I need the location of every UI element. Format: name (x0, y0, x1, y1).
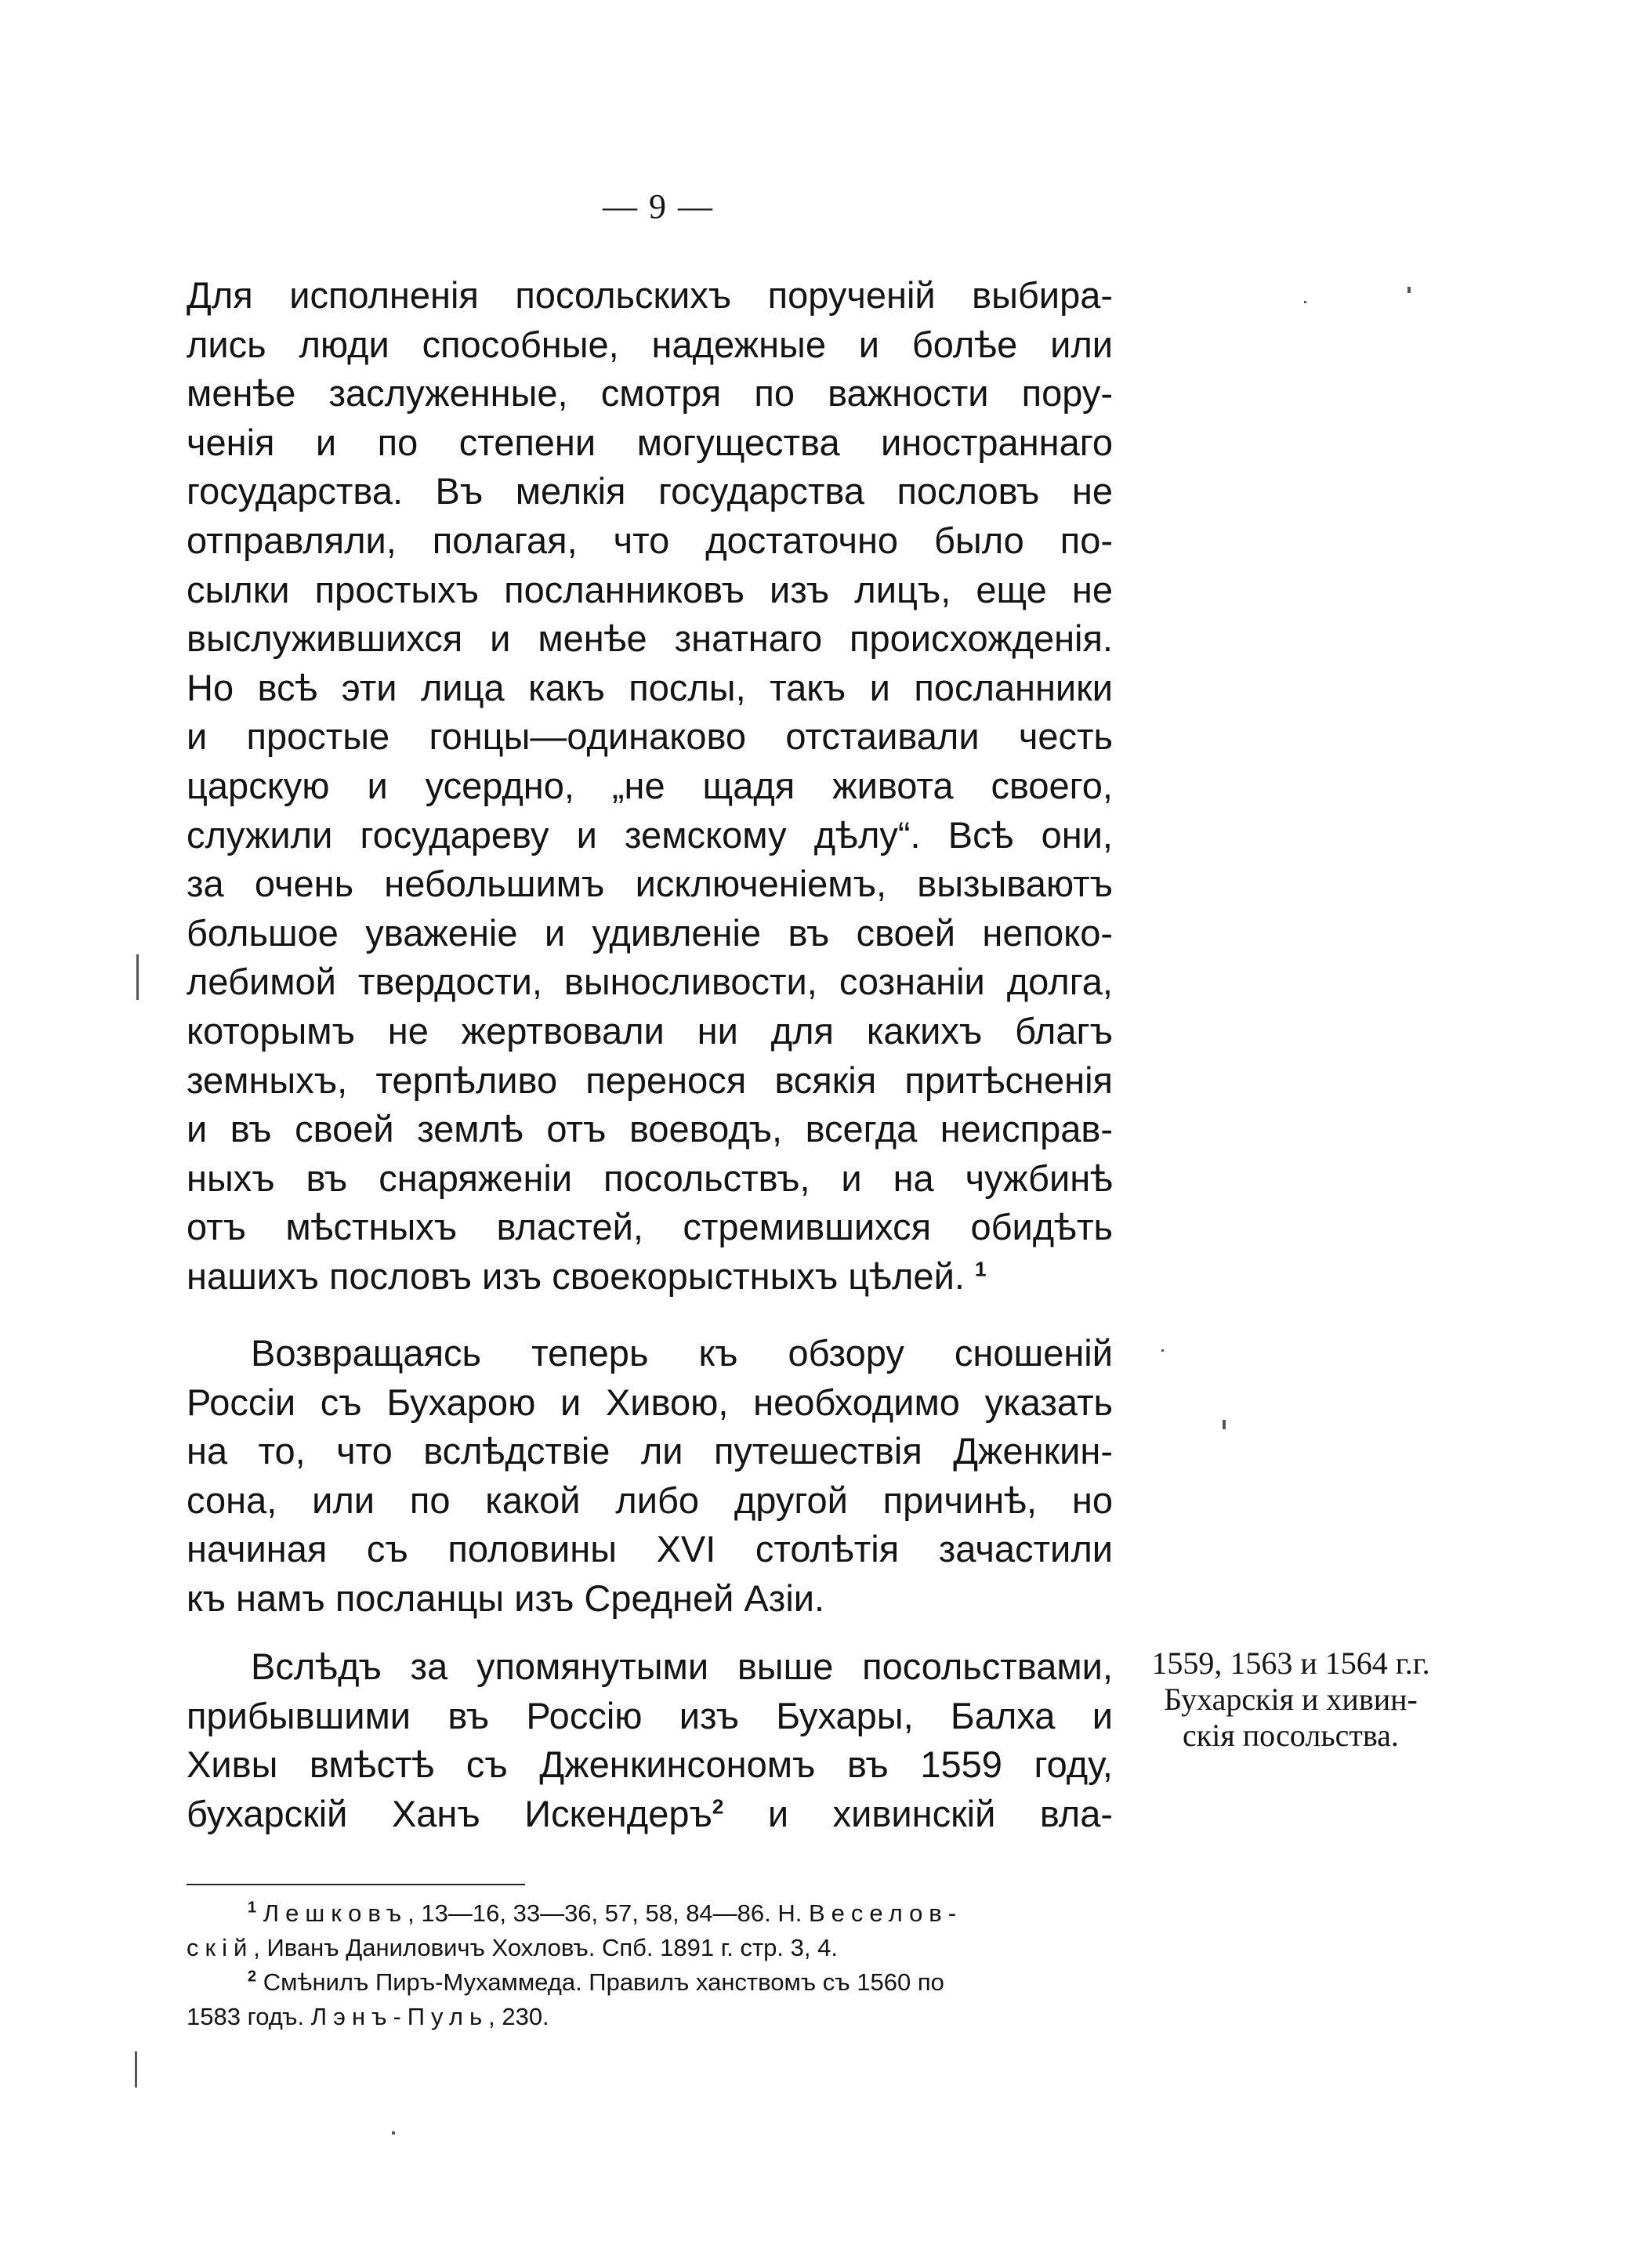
text-line-content: бухарскій Ханъ Искендеръ (187, 1792, 712, 1834)
scan-mark (1223, 1420, 1226, 1429)
text-line: большое уваженіе и удивленіе въ своей непоко- (187, 911, 1113, 954)
text-line: земныхъ, терпѣливо перенося всякія притѣсненія (187, 1059, 1113, 1101)
text-line-content: и хивинскій вла- (767, 1792, 1113, 1834)
footnote-mark: 2 (248, 1968, 257, 1986)
text-line: и въ своей землѣ отъ воеводъ, всегда неисправ- (187, 1108, 1113, 1150)
text-line: ныхъ въ снаряженіи посольствъ, и на чужбинѣ (187, 1157, 1113, 1199)
text-line: отъ мѣстныхъ властей, стремившихся обидѣть (187, 1206, 1113, 1248)
text-line (187, 1252, 1113, 1302)
footnote-mark: 1 (248, 1899, 257, 1917)
footnotes (187, 1896, 1111, 2034)
footnote-author: скій (187, 1934, 254, 1961)
scan-mark (135, 2051, 137, 2087)
marginal-note-line: 1559, 1563 и 1564 г.г. (1151, 1646, 1430, 1681)
paragraph-3 (187, 1642, 1113, 1838)
text-line: лебимой твердости, выносливости, сознаніи долга, (187, 961, 1113, 1003)
text-line: Но всѣ эти лица какъ послы, такъ и посланники (187, 666, 1113, 708)
paragraph-2 (187, 1329, 1113, 1624)
footnote-ref-2: 2 (712, 1794, 724, 1819)
scan-mark (1407, 287, 1411, 293)
footnote-text: , 13—16, 33—36, 57, 58, 84—86. Н. (408, 1899, 809, 1927)
footnote-2 (187, 1965, 1111, 2000)
text-line: Возвращаясь теперь къ обзору сношеній (251, 1332, 1113, 1374)
footnote-ref-1: 1 (974, 1257, 987, 1281)
text-line: отправляли, полагая, что достаточно было по- (187, 519, 1113, 561)
footnote-author: Веселов- (809, 1899, 963, 1927)
text-line: Россіи съ Бухарою и Хивою, необходимо указать (187, 1381, 1113, 1423)
text-line: служили государеву и земскому дѣлу“. Всѣ они, (187, 813, 1113, 856)
text-line: государства. Въ мелкія государства пословъ не (187, 470, 1113, 512)
footnote-2-continued (187, 2000, 1111, 2034)
marginal-note-line: скія посольства. (1183, 1718, 1399, 1753)
scan-mark (1161, 1349, 1164, 1352)
scan-mark (392, 2131, 395, 2134)
scan-mark (1304, 301, 1306, 303)
text-line: ченія и по степени могущества иностраннаго (187, 421, 1113, 463)
text-line: Для исполненія посольскихъ порученій выбира- (187, 274, 1113, 316)
footnote-author: Лешковъ (263, 1899, 408, 1927)
text-line: выслужившихся и менѣе знатнаго происхожденія. (187, 617, 1113, 660)
text-line: сылки простыхъ посланниковъ изъ лицъ, еще не (187, 568, 1113, 610)
text-line: Хивы вмѣстѣ съ Дженкинсономъ въ 1559 году, (187, 1743, 1113, 1786)
paragraph-1 (187, 271, 1113, 1301)
footnote-1-continued (187, 1931, 1111, 1965)
text-line: сона, или по какой либо другой причинѣ, но (187, 1479, 1113, 1521)
text-line (187, 1790, 1113, 1839)
footnote-separator (187, 1884, 525, 1885)
text-line: Вслѣдъ за упомянутыми выше посольствами, (251, 1646, 1113, 1687)
text-line: прибывшими въ Россію изъ Бухары, Балха и (187, 1694, 1113, 1736)
marginal-note-line: Бухарскія и хивин- (1164, 1682, 1418, 1717)
footnote-1 (187, 1896, 1111, 1931)
text-line: менѣе заслуженные, смотря по важности пору- (187, 372, 1113, 415)
footnote-author: Лэнъ-Пуль (310, 2003, 489, 2030)
footnote-text: Смѣнилъ Пиръ-Мухаммеда. Правилъ ханствомъ съ 1560 по (263, 1968, 944, 1996)
text-line: царскую и усердно, „не щадя живота своего, (187, 764, 1113, 806)
text-line: которымъ не жертвовали ни для какихъ благъ (187, 1009, 1113, 1052)
footnote-text: , 230. (488, 2003, 549, 2030)
marginal-note (1122, 1646, 1459, 1754)
text-line: на то, что вслѣдствіе ли путешествія Дженкин- (187, 1430, 1113, 1472)
text-line: начиная съ половины XVI столѣтія зачастили (187, 1528, 1113, 1570)
scan-mark (136, 954, 139, 1000)
footnote-text: , Иванъ Даниловичъ Хохловъ. Спб. 1891 г. стр. 3, 4. (253, 1934, 838, 1961)
text-line: лись люди способные, надежные и болѣе или (187, 323, 1113, 365)
footnote-text: 1583 годъ. (187, 2003, 311, 2030)
text-line: къ намъ посланцы изъ Средней Азіи. (187, 1577, 825, 1619)
page-number: — 9 — (603, 187, 714, 226)
text-line: за очень небольшимъ исключеніемъ, вызываютъ (187, 863, 1113, 905)
text-line-content: нашихъ пословъ изъ своекорыстныхъ цѣлей. (187, 1255, 965, 1297)
text-line: и простые гонцы—одинаково отстаивали честь (187, 715, 1113, 758)
